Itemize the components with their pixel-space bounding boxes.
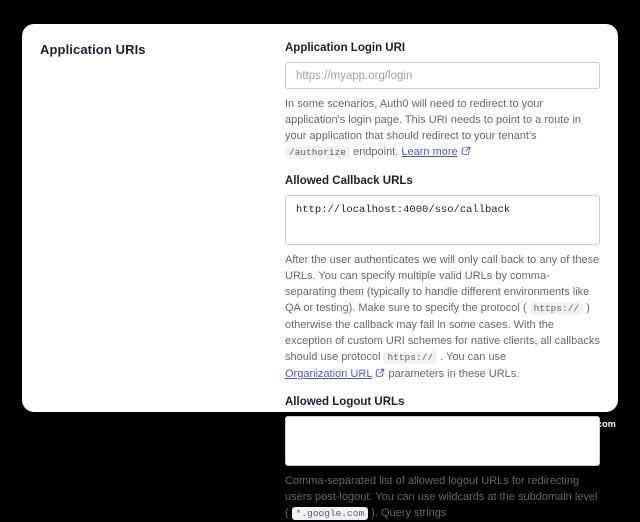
login-uri-helper: In some scenarios, Auth0 will need to redirect to your application's login page. This URI needs to point to a route in your application that should redirect to your tenant's /authorize endpoint. Learn more <box>285 98 582 158</box>
organization-url-link[interactable]: Organization URL <box>285 368 385 380</box>
watermark: Screenshot by Xnapper.com <box>489 419 616 429</box>
login-uri-input[interactable] <box>285 62 600 89</box>
callback-urls-label: Allowed Callback URLs <box>285 175 413 187</box>
logout-urls-helper: Comma-separated list of allowed logout URLs for redirecting users post-logout. You can use wildcards at the subdomain level ( *.google.com ). Query strings <box>285 475 598 519</box>
callback-urls-textarea[interactable] <box>285 195 600 245</box>
learn-more-link[interactable]: Learn more <box>401 146 470 158</box>
code-chip: https:// <box>530 302 584 315</box>
code-chip: *.google.com <box>292 507 368 520</box>
logout-urls-label: Allowed Logout URLs <box>285 396 405 408</box>
login-uri-label: Application Login URI <box>285 42 406 54</box>
external-link-icon <box>375 368 385 378</box>
callback-urls-helper: After the user authenticates we will only call back to any of these URLs. You can specify multiple valid URLs by comma-separating them (typically to handle different environments like QA or testing). Make sure to specify the protocol ( https:// ) otherwise the callback may fail in some cases. With the exception of custom URI schemes for native clients, all callbacks should use protocol https:// . You can use Organization URL parameters in these URLs. <box>285 254 600 380</box>
code-chip: https:// <box>383 351 437 364</box>
section-title-column <box>40 42 285 394</box>
login-uri-field <box>285 42 600 161</box>
logout-urls-field <box>285 396 600 522</box>
code-chip: /authorize <box>285 146 350 159</box>
section-title: Application URIs <box>40 42 146 57</box>
callback-urls-field <box>285 175 600 382</box>
external-link-icon <box>461 146 471 156</box>
